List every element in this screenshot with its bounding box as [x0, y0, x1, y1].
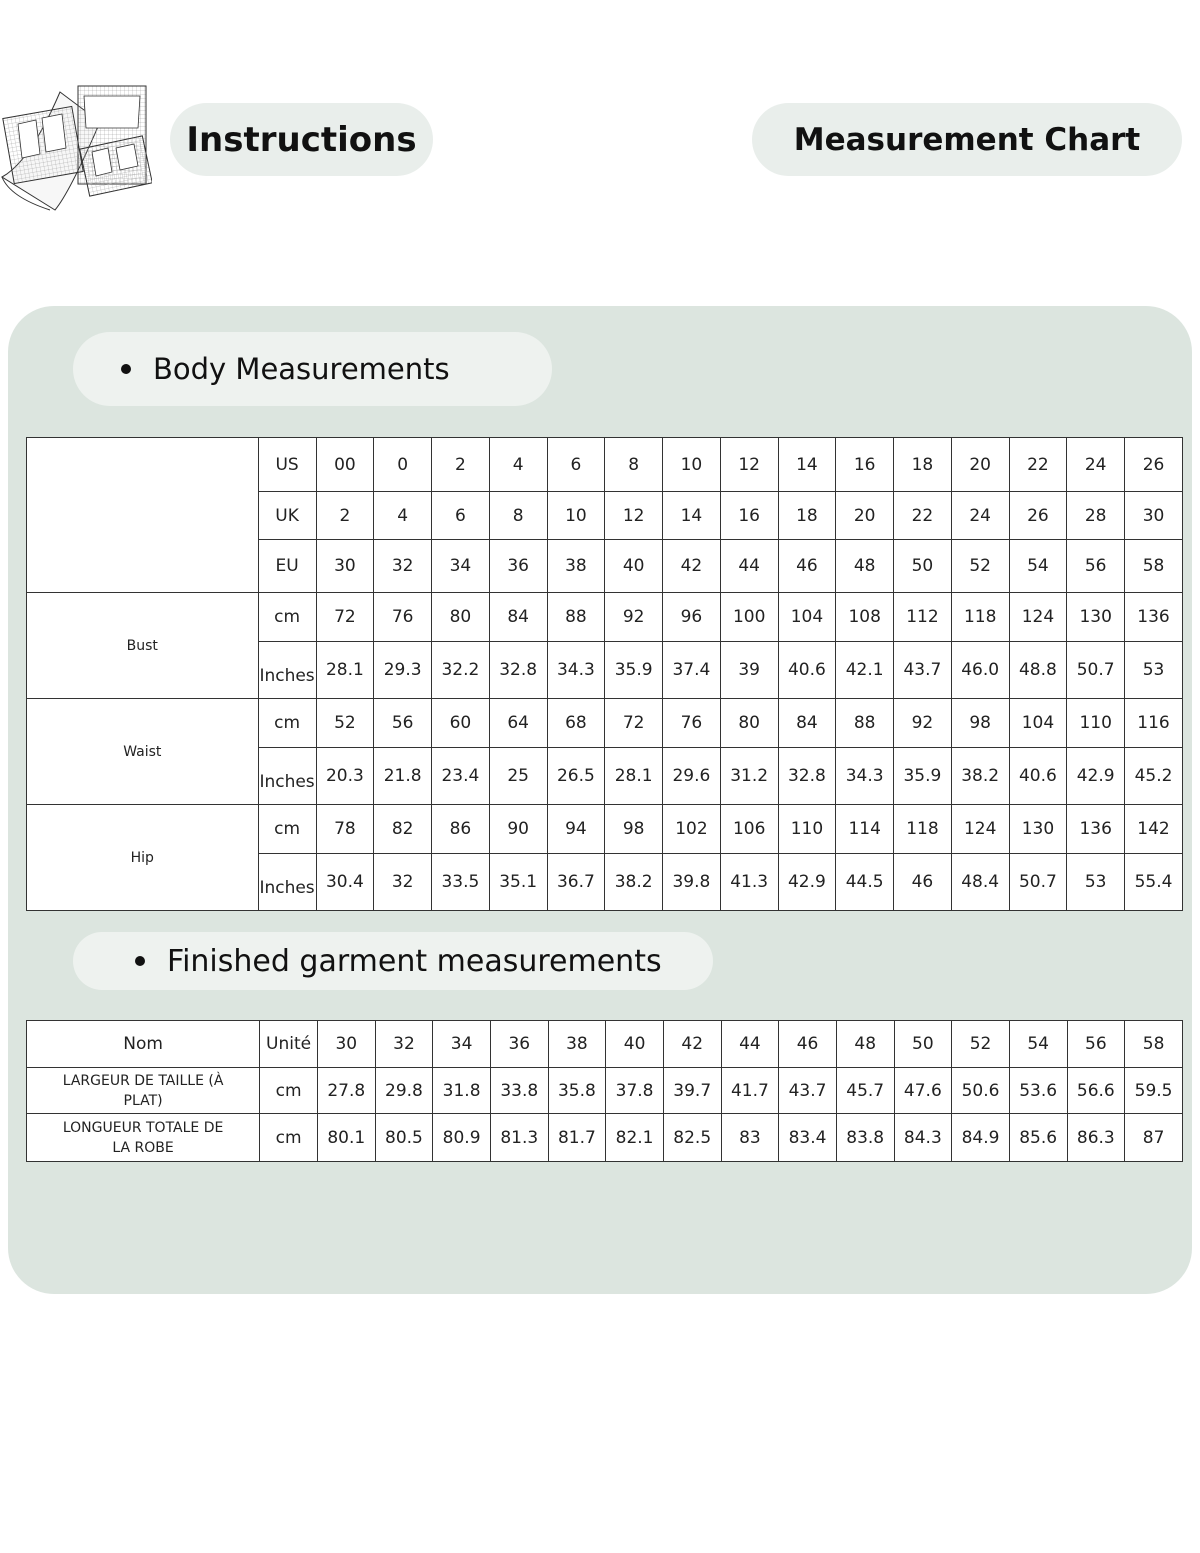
sewing-pattern-icon — [0, 82, 152, 212]
table-row — [27, 699, 1183, 748]
value-cell: 46 — [894, 854, 952, 911]
value-cell: 92 — [894, 699, 952, 748]
value-cell: 90 — [489, 805, 547, 854]
value-cell: 38.2 — [605, 854, 663, 911]
value-cell: 0 — [374, 438, 432, 492]
value-cell: 48.4 — [951, 854, 1009, 911]
value-cell: 21.8 — [374, 748, 432, 805]
value-cell: 6 — [547, 438, 605, 492]
value-cell: 48.8 — [1009, 642, 1067, 699]
value-cell: 110 — [1067, 699, 1125, 748]
value-cell: 68 — [547, 699, 605, 748]
measurement-name-cell: LONGUEUR TOTALE DE LA ROBE — [27, 1114, 260, 1162]
value-cell: 32.2 — [432, 642, 490, 699]
value-cell: 34.3 — [836, 748, 894, 805]
size-column-header: 46 — [779, 1021, 837, 1068]
value-cell: 36.7 — [547, 854, 605, 911]
value-cell: 20 — [951, 438, 1009, 492]
value-cell: 00 — [316, 438, 374, 492]
value-cell: 80.9 — [433, 1114, 491, 1162]
value-cell: 53.6 — [1009, 1068, 1067, 1114]
value-cell: 30 — [316, 540, 374, 593]
value-cell: 41.3 — [720, 854, 778, 911]
value-cell: 4 — [374, 492, 432, 540]
value-cell: 142 — [1125, 805, 1183, 854]
value-cell: 80.1 — [317, 1114, 375, 1162]
unit-cell: cm — [258, 593, 316, 642]
value-cell: 64 — [489, 699, 547, 748]
value-cell: 38 — [547, 540, 605, 593]
value-cell: 104 — [1009, 699, 1067, 748]
value-cell: 100 — [720, 593, 778, 642]
unit-cell: cm — [260, 1114, 318, 1162]
value-cell: 84 — [778, 699, 836, 748]
unit-cell: cm — [258, 699, 316, 748]
value-cell: 86 — [432, 805, 490, 854]
corner-cell — [27, 438, 259, 593]
value-cell: 54 — [1009, 540, 1067, 593]
table-row — [27, 1114, 1183, 1162]
value-cell: 28 — [1067, 492, 1125, 540]
value-cell: 84 — [489, 593, 547, 642]
value-cell: 30.4 — [316, 854, 374, 911]
value-cell: 36 — [489, 540, 547, 593]
value-cell: 86.3 — [1067, 1114, 1125, 1162]
value-cell: 44 — [720, 540, 778, 593]
value-cell: 32 — [374, 854, 432, 911]
value-cell: 116 — [1125, 699, 1183, 748]
value-cell: 53 — [1067, 854, 1125, 911]
value-cell: 29.6 — [663, 748, 721, 805]
value-cell: 18 — [894, 438, 952, 492]
value-cell: 88 — [836, 699, 894, 748]
value-cell: 84.9 — [952, 1114, 1010, 1162]
value-cell: 29.8 — [375, 1068, 433, 1114]
value-cell: 23.4 — [432, 748, 490, 805]
value-cell: 47.6 — [894, 1068, 952, 1114]
value-cell: 18 — [778, 492, 836, 540]
value-cell: 43.7 — [779, 1068, 837, 1114]
finished-garment-title: Finished garment measurements — [167, 943, 662, 979]
value-cell: 130 — [1009, 805, 1067, 854]
value-cell: 42.1 — [836, 642, 894, 699]
value-cell: 37.4 — [663, 642, 721, 699]
value-cell: 56.6 — [1067, 1068, 1125, 1114]
value-cell: 2 — [316, 492, 374, 540]
value-cell: 82.5 — [663, 1114, 721, 1162]
value-cell: 108 — [836, 593, 894, 642]
value-cell: 37.8 — [606, 1068, 664, 1114]
size-column-header: 30 — [317, 1021, 375, 1068]
size-column-header: 34 — [433, 1021, 491, 1068]
value-cell: 27.8 — [317, 1068, 375, 1114]
value-cell: 50.6 — [952, 1068, 1010, 1114]
instructions-label: Instructions — [186, 119, 417, 160]
value-cell: 80 — [432, 593, 490, 642]
measurement-name-cell: Hip — [27, 805, 259, 911]
value-cell: 104 — [778, 593, 836, 642]
value-cell: 43.7 — [894, 642, 952, 699]
value-cell: 34.3 — [547, 642, 605, 699]
value-cell: 34 — [432, 540, 490, 593]
value-cell: 32 — [374, 540, 432, 593]
value-cell: 46 — [778, 540, 836, 593]
value-cell: 85.6 — [1009, 1114, 1067, 1162]
value-cell: 42.9 — [1067, 748, 1125, 805]
value-cell: 118 — [894, 805, 952, 854]
unit-cell: US — [258, 438, 316, 492]
value-cell: 24 — [951, 492, 1009, 540]
unit-cell: Inches — [258, 748, 316, 805]
value-cell: 33.8 — [490, 1068, 548, 1114]
value-cell: 136 — [1125, 593, 1183, 642]
value-cell: 56 — [374, 699, 432, 748]
value-cell: 45.7 — [836, 1068, 894, 1114]
value-cell: 94 — [547, 805, 605, 854]
size-column-header: 32 — [375, 1021, 433, 1068]
value-cell: 136 — [1067, 805, 1125, 854]
bullet-icon — [121, 364, 131, 374]
value-cell: 28.1 — [316, 642, 374, 699]
value-cell: 40.6 — [778, 642, 836, 699]
value-cell: 72 — [316, 593, 374, 642]
unit-cell: UK — [258, 492, 316, 540]
value-cell: 8 — [605, 438, 663, 492]
table-row — [27, 1068, 1183, 1114]
value-cell: 52 — [951, 540, 1009, 593]
value-cell: 56 — [1067, 540, 1125, 593]
value-cell: 31.2 — [720, 748, 778, 805]
finished-garment-heading — [73, 932, 713, 990]
value-cell: 81.3 — [490, 1114, 548, 1162]
value-cell: 39.7 — [663, 1068, 721, 1114]
value-cell: 12 — [720, 438, 778, 492]
size-column-header: 58 — [1125, 1021, 1183, 1068]
value-cell: 98 — [605, 805, 663, 854]
value-cell: 44.5 — [836, 854, 894, 911]
value-cell: 80 — [720, 699, 778, 748]
size-column-header: 54 — [1009, 1021, 1067, 1068]
value-cell: 35.8 — [548, 1068, 606, 1114]
value-cell: 50.7 — [1067, 642, 1125, 699]
value-cell: 33.5 — [432, 854, 490, 911]
value-cell: 32.8 — [778, 748, 836, 805]
value-cell: 35.9 — [605, 642, 663, 699]
measurement-name-cell: Waist — [27, 699, 259, 805]
value-cell: 102 — [663, 805, 721, 854]
value-cell: 30 — [1125, 492, 1183, 540]
value-cell: 59.5 — [1125, 1068, 1183, 1114]
value-cell: 124 — [1009, 593, 1067, 642]
value-cell: 112 — [894, 593, 952, 642]
body-measurements-heading — [73, 332, 552, 406]
value-cell: 39.8 — [663, 854, 721, 911]
size-column-header: 50 — [894, 1021, 952, 1068]
value-cell: 83 — [721, 1114, 779, 1162]
unit-column-header: Unité — [260, 1021, 318, 1068]
value-cell: 50.7 — [1009, 854, 1067, 911]
value-cell: 8 — [489, 492, 547, 540]
value-cell: 42 — [663, 540, 721, 593]
value-cell: 40 — [605, 540, 663, 593]
value-cell: 98 — [951, 699, 1009, 748]
measurement-chart-tab[interactable] — [752, 103, 1182, 176]
table-row — [27, 438, 1183, 492]
unit-cell: EU — [258, 540, 316, 593]
size-column-header: 48 — [836, 1021, 894, 1068]
unit-cell: cm — [260, 1068, 318, 1114]
value-cell: 26.5 — [547, 748, 605, 805]
value-cell: 110 — [778, 805, 836, 854]
value-cell: 35.9 — [894, 748, 952, 805]
value-cell: 6 — [432, 492, 490, 540]
value-cell: 46.0 — [951, 642, 1009, 699]
value-cell: 4 — [489, 438, 547, 492]
body-measurements-table — [26, 437, 1183, 911]
value-cell: 14 — [663, 492, 721, 540]
value-cell: 16 — [836, 438, 894, 492]
value-cell: 10 — [547, 492, 605, 540]
value-cell: 88 — [547, 593, 605, 642]
value-cell: 80.5 — [375, 1114, 433, 1162]
table-row — [27, 593, 1183, 642]
unit-cell: Inches — [258, 642, 316, 699]
value-cell: 58 — [1125, 540, 1183, 593]
value-cell: 16 — [720, 492, 778, 540]
value-cell: 53 — [1125, 642, 1183, 699]
measurement-name-cell: LARGEUR DE TAILLE (À PLAT) — [27, 1068, 260, 1114]
value-cell: 124 — [951, 805, 1009, 854]
value-cell: 2 — [432, 438, 490, 492]
value-cell: 106 — [720, 805, 778, 854]
value-cell: 42.9 — [778, 854, 836, 911]
unit-cell: Inches — [258, 854, 316, 911]
value-cell: 35.1 — [489, 854, 547, 911]
value-cell: 14 — [778, 438, 836, 492]
name-column-header: Nom — [27, 1021, 260, 1068]
value-cell: 22 — [1009, 438, 1067, 492]
value-cell: 118 — [951, 593, 1009, 642]
value-cell: 82.1 — [606, 1114, 664, 1162]
measurement-name-cell: Bust — [27, 593, 259, 699]
body-measurements-title: Body Measurements — [153, 352, 450, 386]
value-cell: 22 — [894, 492, 952, 540]
size-column-header: 52 — [952, 1021, 1010, 1068]
value-cell: 52 — [316, 699, 374, 748]
size-column-header: 42 — [663, 1021, 721, 1068]
size-column-header: 38 — [548, 1021, 606, 1068]
value-cell: 92 — [605, 593, 663, 642]
value-cell: 12 — [605, 492, 663, 540]
size-column-header: 56 — [1067, 1021, 1125, 1068]
value-cell: 24 — [1067, 438, 1125, 492]
value-cell: 28.1 — [605, 748, 663, 805]
value-cell: 10 — [663, 438, 721, 492]
value-cell: 48 — [836, 540, 894, 593]
value-cell: 25 — [489, 748, 547, 805]
value-cell: 31.8 — [433, 1068, 491, 1114]
value-cell: 78 — [316, 805, 374, 854]
value-cell: 40.6 — [1009, 748, 1067, 805]
measurement-chart-label: Measurement Chart — [793, 121, 1141, 158]
size-column-header: 44 — [721, 1021, 779, 1068]
value-cell: 83.8 — [836, 1114, 894, 1162]
value-cell: 81.7 — [548, 1114, 606, 1162]
value-cell: 76 — [374, 593, 432, 642]
value-cell: 84.3 — [894, 1114, 952, 1162]
value-cell: 38.2 — [951, 748, 1009, 805]
value-cell: 32.8 — [489, 642, 547, 699]
value-cell: 60 — [432, 699, 490, 748]
value-cell: 39 — [720, 642, 778, 699]
value-cell: 130 — [1067, 593, 1125, 642]
value-cell: 20 — [836, 492, 894, 540]
value-cell: 55.4 — [1125, 854, 1183, 911]
value-cell: 41.7 — [721, 1068, 779, 1114]
value-cell: 76 — [663, 699, 721, 748]
instructions-tab[interactable] — [170, 103, 433, 176]
value-cell: 87 — [1125, 1114, 1183, 1162]
value-cell: 26 — [1125, 438, 1183, 492]
bullet-icon — [135, 956, 145, 966]
value-cell: 114 — [836, 805, 894, 854]
value-cell: 29.3 — [374, 642, 432, 699]
value-cell: 83.4 — [779, 1114, 837, 1162]
value-cell: 45.2 — [1125, 748, 1183, 805]
finished-garment-table — [26, 1020, 1183, 1162]
unit-cell: cm — [258, 805, 316, 854]
table-row — [27, 805, 1183, 854]
value-cell: 96 — [663, 593, 721, 642]
value-cell: 72 — [605, 699, 663, 748]
value-cell: 26 — [1009, 492, 1067, 540]
table-header-row — [27, 1021, 1183, 1068]
value-cell: 82 — [374, 805, 432, 854]
size-column-header: 36 — [490, 1021, 548, 1068]
size-column-header: 40 — [606, 1021, 664, 1068]
value-cell: 50 — [894, 540, 952, 593]
value-cell: 20.3 — [316, 748, 374, 805]
